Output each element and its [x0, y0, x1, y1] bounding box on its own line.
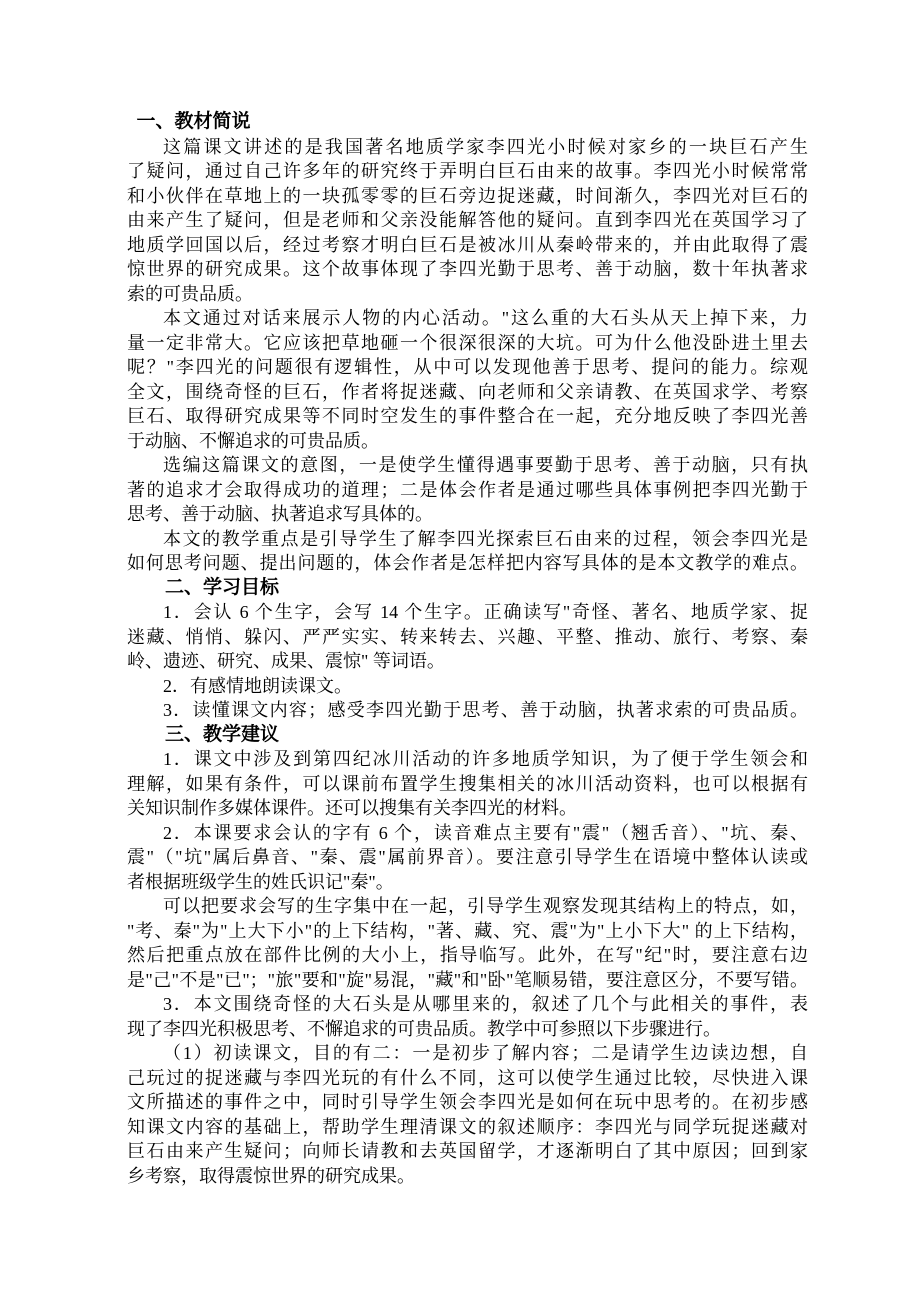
text-line: 关知识制作多媒体课件。还可以搜集有关李四光的材料。: [127, 798, 577, 818]
text-line: 本文的教学重点是引导学生了解李四光探索巨石由来的过程，领会李四光是: [163, 528, 808, 549]
text-line: 呢？"李四光的问题很有逻辑性，从中可以发现他善于思考、提问的能力。综观: [127, 357, 808, 377]
text-line: 者根据班级学生的姓氏识记"秦"。: [127, 871, 394, 892]
text-line: 和小伙伴在草地上的一块孤零零的巨石旁边捉迷藏，时间渐久，李四光对巨石的: [127, 185, 808, 206]
text-line: 文所描述的事件之中，同时引导学生领会李四光是如何在玩中思考的。在初步感: [127, 1092, 808, 1112]
text-line: 地质学回国以后，经过考察才明白巨石是被冰川从秦岭带来的，并由此取得了震: [127, 234, 808, 255]
text-line: 可以把要求会写的生字集中在一起，引导学生观察发现其结构上的特点，如，: [163, 896, 808, 916]
text-line: 巨石、取得研究成果等不同时空发生的事件整合在一起，充分地反映了李四光善: [127, 406, 808, 426]
text-line: 1．课文中涉及到第四纪冰川活动的许多地质学知识，为了便于学生领会和: [163, 749, 808, 769]
text-line: 理解，如果有条件，可以课前布置学生搜集相关的冰川活动资料，也可以根据有: [127, 773, 808, 794]
text-line: 了疑问，通过自己许多年的研究终于弄明白巨石由来的故事。李四光小时候常常: [127, 161, 808, 181]
text-line: 岭、遗迹、研究、成果、震惊" 等词语。: [127, 651, 445, 671]
text-line: 索的可贵品质。: [127, 283, 253, 304]
document-content: [127, 110, 808, 1188]
text-line: 乡考察，取得震惊世界的研究成果。: [127, 1165, 415, 1186]
text-line: 于动脑、不懈追求的可贵品质。: [127, 430, 379, 451]
text-line: 知课文内容的基础上，帮助学生理清课文的叙述顺序：李四光与同学玩捉迷藏对: [127, 1116, 808, 1137]
text-line: 全文，围绕奇怪的巨石，作者将捉迷藏、向老师和父亲请教、在英国求学、考察: [127, 381, 808, 402]
text-line: 2．有感情地朗读课文。: [163, 675, 352, 696]
text-line: 震"（"坑"属后鼻音、"秦、震"属前界音）。要注意引导学生在语境中整体认读或: [127, 847, 808, 867]
section-heading: 一、教材简说: [136, 111, 251, 132]
text-line: 惊世界的研究成果。这个故事体现了李四光勤于思考、善于动脑，数十年执著求: [127, 259, 808, 279]
text-line: 如何思考问题、提出问题的，体会作者是怎样把内容写具体的是本文教学的难点。: [127, 553, 808, 573]
section-heading: 三、教学建议: [165, 723, 280, 745]
text-line: 3．本文围绕奇怪的大石头是从哪里来的，叙述了几个与此相关的事件，表: [163, 994, 808, 1014]
text-line: 2．本课要求会认的字有 6 个，读音难点主要有"震"（翘舌音）、"坑、秦、: [163, 822, 808, 843]
text-line: （1）初读课文，目的有二：一是初步了解内容；二是请学生边读边想，自: [163, 1043, 808, 1063]
text-line: "考、秦"为"上大下小"的上下结构，"著、藏、究、震"为"上小下大" 的上下结构，: [127, 920, 808, 941]
text-line: 然后把重点放在部件比例的大小上，指导临写。此外，在写"纪"时，要注意右边: [127, 945, 808, 965]
text-line: 著的追求才会取得成功的道理；二是体会作者是通过哪些具体事例把李四光勤于: [127, 479, 808, 500]
text-line: 由来产生了疑问，但是老师和父亲没能解答他的疑问。直到李四光在英国学习了: [127, 210, 808, 230]
section-heading: 二、学习目标: [165, 576, 280, 598]
text-line: 选编这篇课文的意图，一是使学生懂得遇事要勤于思考、善于动脑，只有执: [163, 455, 808, 475]
text-line: 思考、善于动脑、执著追求写具体的。: [127, 504, 433, 524]
text-line: 迷藏、悄悄、躲闪、严严实实、转来转去、兴趣、平整、推动、旅行、考察、秦: [127, 626, 808, 647]
text-line: 巨石由来产生疑问；向师长请教和去英国留学，才逐渐明白了其中原因；回到家: [127, 1141, 808, 1161]
text-line: 1．会认 6 个生字，会写 14 个生字。正确读写"奇怪、著名、地质学家、捉: [163, 602, 808, 622]
text-line: 现了李四光积极思考、不懈追求的可贵品质。教学中可参照以下步骤进行。: [127, 1018, 721, 1039]
text-line: 是"己"不是"已"；"旅"要和"旋"易混，"藏"和"卧"笔顺易错，要注意区分，不要写错。: [127, 969, 808, 990]
text-line: 本文通过对话来展示人物的内心活动。"这么重的大石头从天上掉下来，力: [163, 308, 808, 328]
text-line: 这篇课文讲述的是我国著名地质学家李四光小时候对家乡的一块巨石产生: [163, 136, 808, 157]
text-line: 3．读懂课文内容；感受李四光勤于思考、善于动脑，执著求索的可贵品质。: [163, 700, 808, 720]
text-line: 己玩过的捉迷藏与李四光玩的有什么不同，这可以使学生通过比较，尽快进入课: [127, 1067, 808, 1088]
text-line: 量一定非常大。它应该把草地砸一个很深很深的大坑。可为什么他没卧进土里去: [127, 332, 808, 353]
